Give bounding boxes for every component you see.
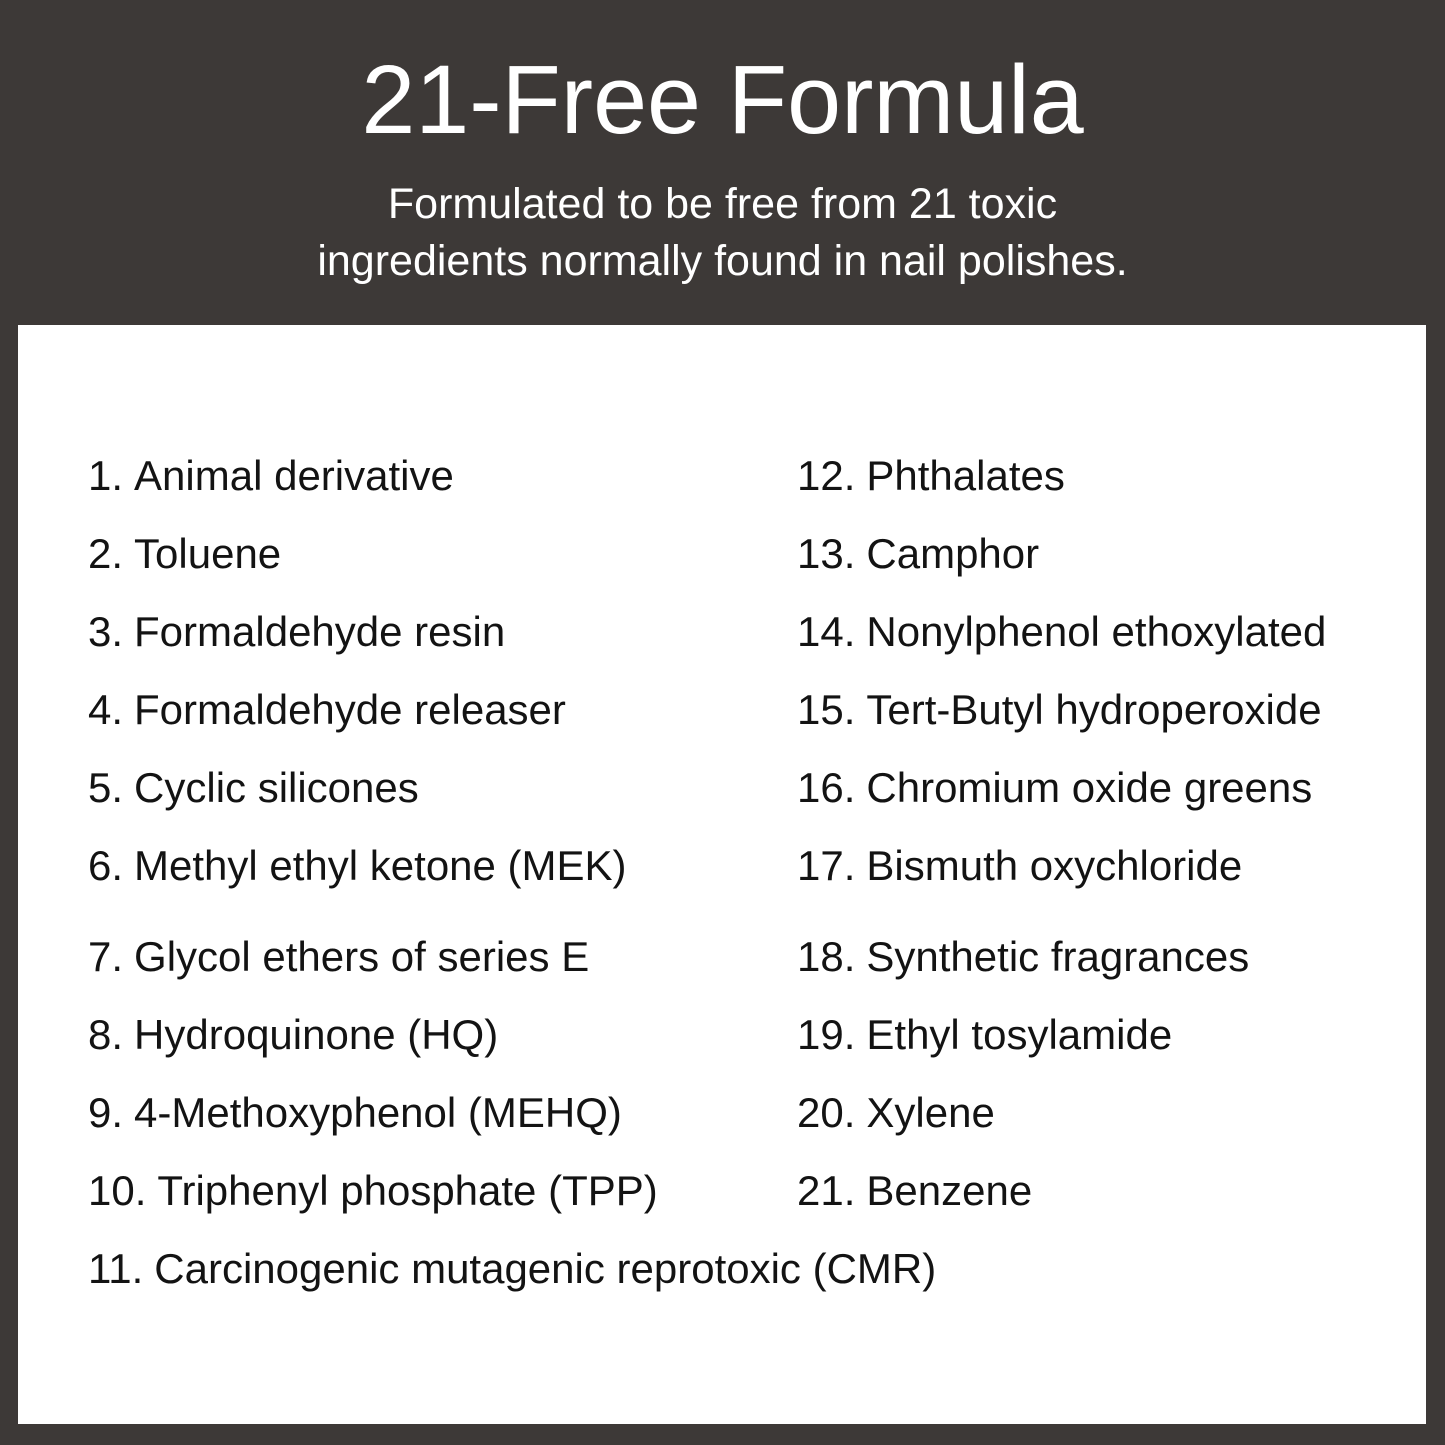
header bbox=[0, 0, 1445, 290]
list-column-left bbox=[88, 437, 797, 1230]
list-item-number: 21. bbox=[797, 1167, 856, 1214]
list-column-right bbox=[797, 437, 1326, 1230]
list-item bbox=[797, 1074, 1326, 1152]
list-item-number: 20. bbox=[797, 1089, 856, 1136]
list-item-number: 15. bbox=[797, 686, 856, 733]
list-item-number: 9. bbox=[88, 1089, 124, 1136]
list-item bbox=[797, 1152, 1326, 1230]
list-item-number: 13. bbox=[797, 530, 856, 577]
list-item bbox=[88, 918, 797, 996]
list-item bbox=[797, 671, 1326, 749]
list-item-number: 16. bbox=[797, 764, 856, 811]
list-item-number: 6. bbox=[88, 842, 124, 889]
list-item-number: 17. bbox=[797, 842, 856, 889]
list-item bbox=[797, 996, 1326, 1074]
list-item-label: 4-Methoxyphenol (MEHQ) bbox=[134, 1089, 622, 1136]
list-item bbox=[88, 996, 797, 1074]
list-item-label: Animal derivative bbox=[134, 452, 454, 499]
list-item bbox=[88, 1152, 797, 1230]
list-item-label: Formaldehyde releaser bbox=[134, 686, 566, 733]
list-item bbox=[797, 515, 1326, 593]
list-item-number: 12. bbox=[797, 452, 856, 499]
list-item-label: Hydroquinone (HQ) bbox=[134, 1011, 499, 1058]
list-item-label: Toluene bbox=[134, 530, 282, 577]
list-item bbox=[797, 827, 1326, 905]
list-item bbox=[797, 749, 1326, 827]
list-item bbox=[797, 437, 1326, 515]
list-item bbox=[797, 918, 1326, 996]
list-item-label: Formaldehyde resin bbox=[134, 608, 506, 655]
list-item-label: Benzene bbox=[866, 1167, 1033, 1214]
ingredients-list bbox=[88, 437, 1326, 1308]
list-item-label: Cyclic silicones bbox=[134, 764, 419, 811]
list-item-label: Phthalates bbox=[866, 452, 1065, 499]
list-item-number: 5. bbox=[88, 764, 124, 811]
list-item-number: 14. bbox=[797, 608, 856, 655]
list-item-number: 3. bbox=[88, 608, 124, 655]
list-item-label: Glycol ethers of series E bbox=[134, 933, 590, 980]
ingredients-panel bbox=[18, 325, 1426, 1424]
list-item-number: 7. bbox=[88, 933, 124, 980]
list-item-label: Nonylphenol ethoxylated bbox=[866, 608, 1327, 655]
list-item-label: Chromium oxide greens bbox=[866, 764, 1313, 811]
list-item-label: Methyl ethyl ketone (MEK) bbox=[134, 842, 627, 889]
list-item bbox=[88, 593, 797, 671]
list-item bbox=[88, 1074, 797, 1152]
list-item-label: Xylene bbox=[866, 1089, 995, 1136]
list-item-label: Synthetic fragrances bbox=[866, 933, 1250, 980]
list-item bbox=[797, 593, 1326, 671]
list-item bbox=[88, 437, 797, 515]
list-item-number: 4. bbox=[88, 686, 124, 733]
list-item bbox=[88, 827, 797, 905]
list-item bbox=[88, 1230, 1326, 1308]
subtitle-line-1: Formulated to be free from 21 toxic bbox=[387, 180, 1058, 228]
list-item-number: 19. bbox=[797, 1011, 856, 1058]
subtitle-line-2: ingredients normally found in nail polishes. bbox=[317, 237, 1128, 285]
list-item-label: Carcinogenic mutagenic reprotoxic (CMR) bbox=[154, 1245, 937, 1292]
page-title: 21-Free Formula bbox=[361, 45, 1084, 154]
list-item-number: 18. bbox=[797, 933, 856, 980]
list-item-label: Ethyl tosylamide bbox=[866, 1011, 1173, 1058]
list-item bbox=[88, 749, 797, 827]
list-item-number: 11. bbox=[88, 1245, 144, 1292]
list-item-label: Bismuth oxychloride bbox=[866, 842, 1243, 889]
list-item-number: 8. bbox=[88, 1011, 124, 1058]
list-item bbox=[88, 671, 797, 749]
list-item-number: 10. bbox=[88, 1167, 147, 1214]
list-item-number: 2. bbox=[88, 530, 124, 577]
list-item-label: Tert-Butyl hydroperoxide bbox=[866, 686, 1322, 733]
list-item-label: Camphor bbox=[866, 530, 1040, 577]
list-item-number: 1. bbox=[88, 452, 124, 499]
list-item bbox=[88, 515, 797, 593]
page-subtitle bbox=[0, 176, 1445, 290]
list-item-label: Triphenyl phosphate (TPP) bbox=[157, 1167, 658, 1214]
